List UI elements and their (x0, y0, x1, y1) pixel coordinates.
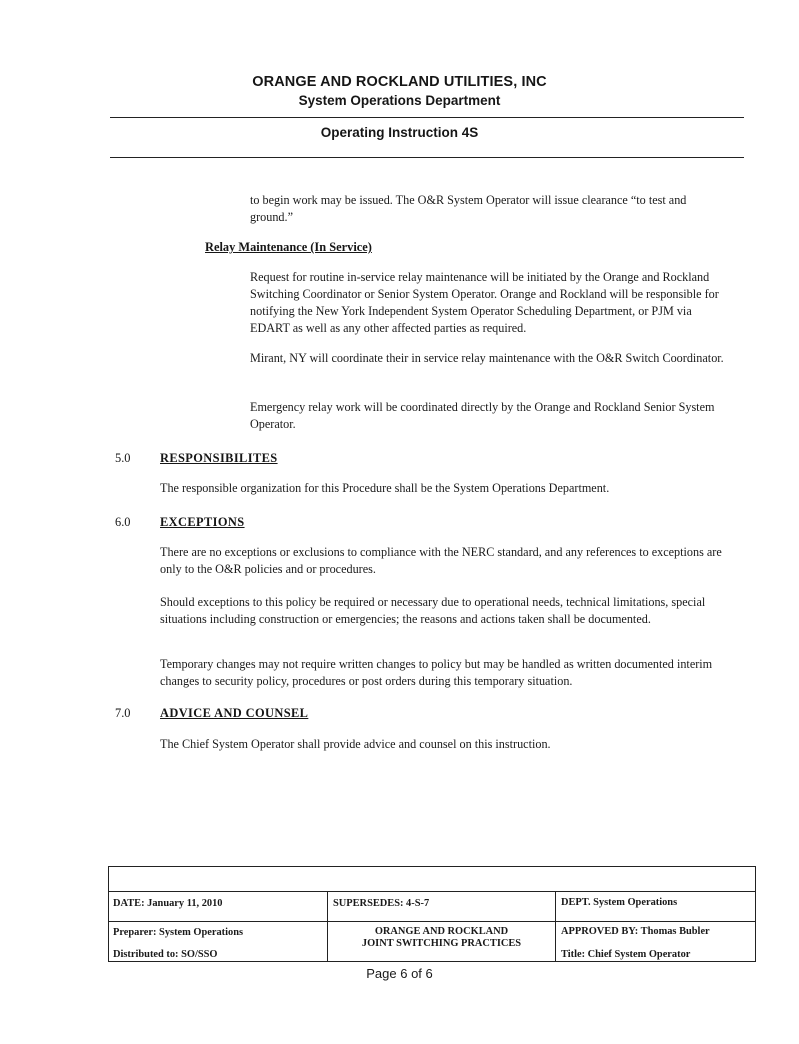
instruction-title: Operating Instruction 4S (320, 125, 479, 140)
footer-preparer: Preparer: System Operations (113, 927, 244, 938)
footer-date: DATE: January 11, 2010 (113, 898, 223, 909)
section-6-title: EXCEPTIONS (160, 515, 245, 529)
section-7-paragraph: The Chief System Operator shall provide advice and counsel on this instruction. (160, 737, 551, 751)
section-7-number: 7.0 (115, 706, 131, 720)
footer-distributed: Distributed to: SO/SSO (113, 949, 218, 960)
footer-table (108, 866, 756, 962)
section-6-number: 6.0 (115, 515, 131, 529)
relay-paragraph-emergency: Emergency relay work will be coordinated directly by the Orange and Rockland Senior System Operator. (250, 400, 715, 431)
footer-divider-right (555, 892, 556, 961)
section-5-number: 5.0 (115, 451, 131, 465)
relay-maintenance-heading: Relay Maintenance (In Service) (205, 240, 372, 254)
section-7-title: ADVICE AND COUNSEL (160, 706, 309, 720)
section-5-title: RESPONSIBILITES (160, 451, 278, 465)
page-number: Page 6 of 6 (366, 966, 433, 981)
section-6-paragraph-2: Should exceptions to this policy be required or necessary due to operational needs, technical limitations, special situations including construction or emergencies; the reasons and actions taken shall be documented. (160, 595, 706, 626)
footer-blank-row (109, 867, 755, 892)
intro-paragraph: to begin work may be issued. The O&R System Operator will issue clearance “to test and ground.” (250, 193, 687, 224)
footer-title: Title: Chief System Operator (561, 949, 691, 960)
footer-practices (328, 926, 555, 950)
department-name: System Operations Department (298, 93, 501, 108)
organization-name: ORANGE AND ROCKLAND UTILITIES, INC (252, 74, 547, 90)
header-rule-top (110, 117, 744, 118)
section-6-paragraph-1: There are no exceptions or exclusions to compliance with the NERC standard, and any references to exceptions are only to the O&R policies and or procedures. (160, 545, 722, 576)
footer-practices-line-2: JOINT SWITCHING PRACTICES (361, 938, 522, 949)
relay-paragraph-request: Request for routine in-service relay maintenance will be initiated by the Orange and Rockland Switching Coordinator or Senior System Operator. Orange and Rockland will be responsible for notifying the New York Independent System Operator Scheduling Department, or PJM via EDART as well as any other affected parties as required. (250, 270, 719, 335)
footer-dept: DEPT. System Operations (561, 897, 678, 908)
relay-paragraph-mirant: Mirant, NY will coordinate their in service relay maintenance with the O&R Switch Coordinator. (250, 351, 724, 365)
footer-row-divider (109, 921, 755, 922)
footer-supersedes: SUPERSEDES: 4-S-7 (333, 898, 430, 909)
footer-approved: APPROVED BY: Thomas Bubler (561, 926, 710, 937)
header-rule-bottom (110, 157, 744, 158)
section-5-paragraph: The responsible organization for this Procedure shall be the System Operations Department. (160, 481, 610, 495)
section-6-paragraph-3: Temporary changes may not require written changes to policy but may be handled as written documented interim changes to security policy, procedures or post orders during this temporary situation. (160, 657, 713, 688)
footer-practices-line-1: ORANGE AND ROCKLAND (374, 926, 509, 937)
